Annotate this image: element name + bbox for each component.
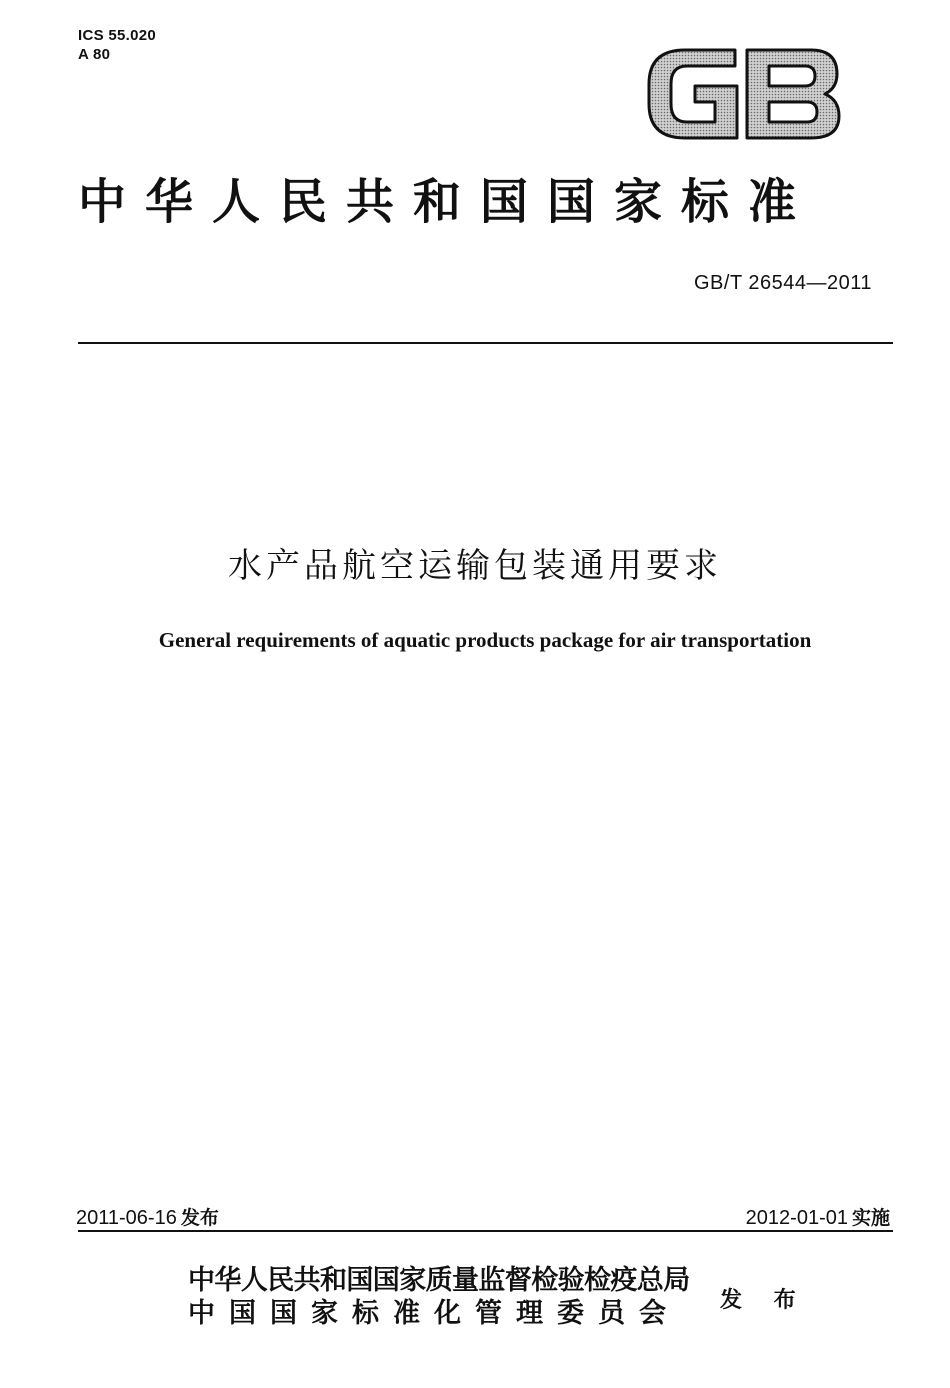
issue-date: 2011-06-16	[76, 1207, 177, 1229]
standard-number: GB/T 26544—2011	[694, 272, 872, 294]
bottom-divider	[78, 1230, 893, 1232]
issuer-sac: 中国国家标准化管理委员会	[188, 1298, 680, 1329]
publish-label: 发 布	[720, 1287, 808, 1313]
issue-date-block	[76, 1203, 219, 1230]
gb-logo-icon	[645, 42, 843, 146]
implement-date-block	[746, 1203, 890, 1230]
ccs-code: A 80	[78, 46, 111, 63]
ics-code: ICS 55.020	[78, 27, 157, 44]
implement-label: 实施	[851, 1207, 890, 1229]
top-divider	[78, 342, 893, 344]
classification-codes	[78, 26, 156, 64]
issuer-aqsiq: 中华人民共和国国家质量监督检验检疫总局	[188, 1265, 690, 1296]
national-standard-title: 中华人民共和国国家标准	[78, 174, 816, 230]
document-title-en: General requirements of aquatic products package for air transportation	[158, 628, 812, 652]
implement-date: 2012-01-01	[745, 1207, 848, 1229]
issue-label: 发布	[180, 1207, 219, 1229]
issuing-authorities	[188, 1264, 690, 1330]
document-title-cn: 水产品航空运输包装通用要求	[228, 546, 722, 586]
